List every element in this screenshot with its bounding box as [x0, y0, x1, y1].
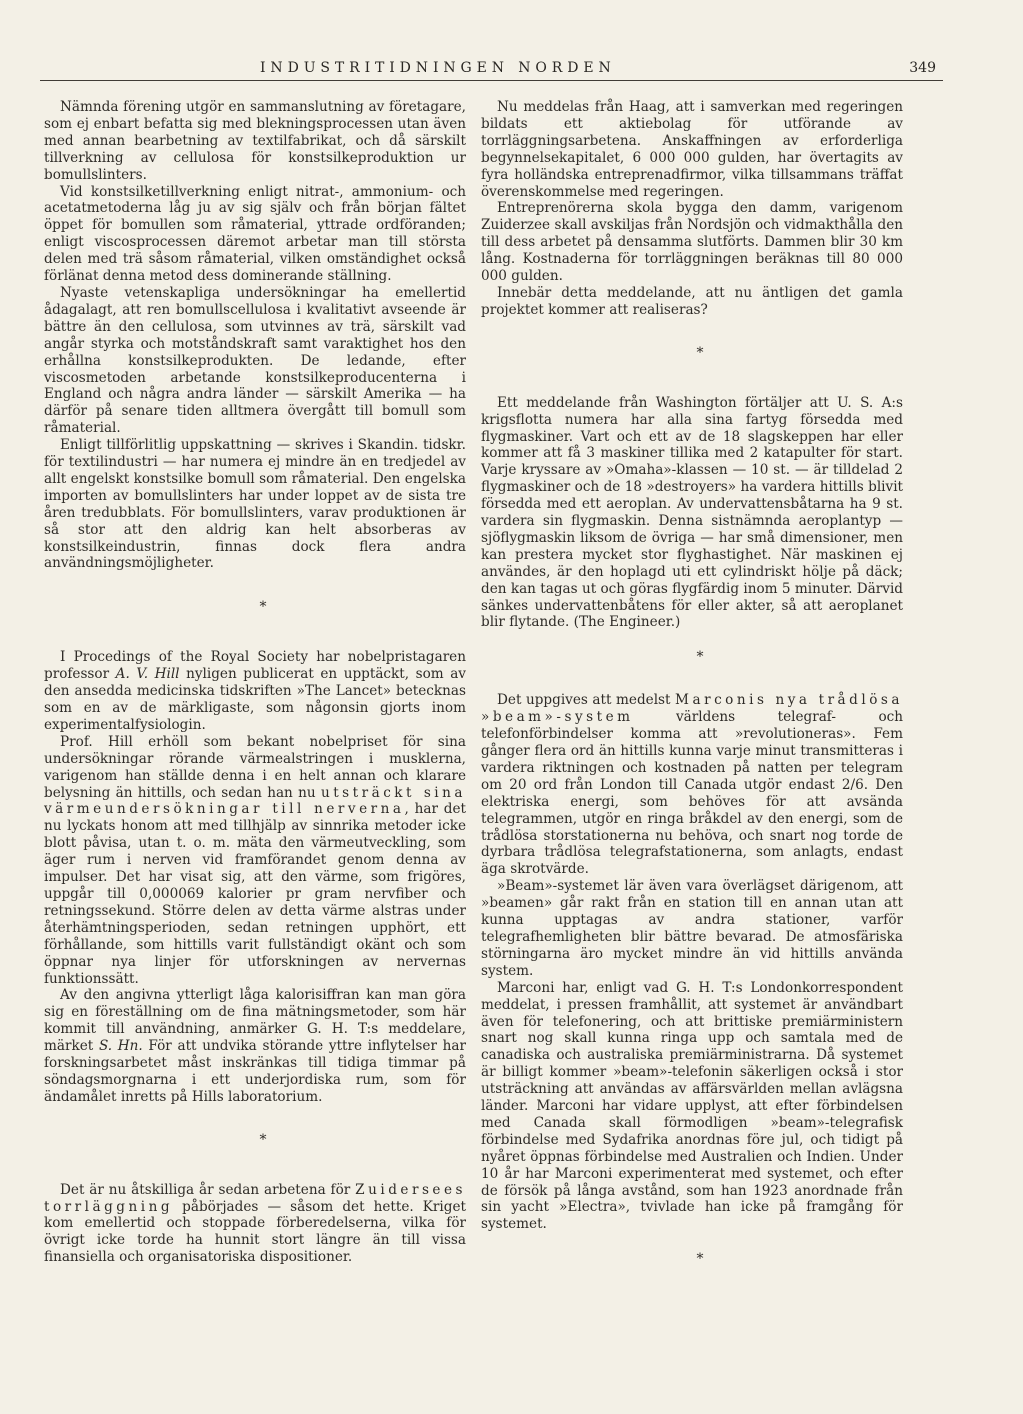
- left-column: [44, 99, 466, 1266]
- article-linters-p2: Vid konstsilketillverkning enligt nitrat-, ammonium- och acetatmetoderna låg ju av sig själv och från början fältet öppet för bomullen som råmaterial, yttrade ordföranden; enligt viscosprocessen däremot arbetar man till största delen med trä såsom råmaterial, vilken omständighet också förlänat denna metod dess dominerande ställning.: [44, 183, 466, 285]
- hill-p2-text-a: Prof. Hill erhöll som bekant nobelpriset för sina undersökningar rörande värmealstringen i musklerna, varigenom han ställde denna i en helt annan och klarare belysning än hittills, och sedan han nu: [44, 733, 466, 801]
- article-marconi-p1: [481, 692, 903, 878]
- hill-p1-text-a: I Procedings of the Royal Society har nobelpristagaren professor: [44, 649, 466, 683]
- article-linters-p3: Nyaste vetenskapliga undersökningar ha emellertid ådagalagt, att ren bomullscellulosa i kvalitativt avseende är bättre än den cellulosa, som utvinnes av trä, särskilt vad angår styrka och motståndskraft samt varaktighet hos den erhållna konstsilkeprodukten. De ledande, efter viscosmetoden arbetande konstsilkeproducenterna i England och några andra länder — särskilt Amerika — ha därför på senare tiden alltmera övergått till bomull som råmaterial.: [44, 284, 466, 437]
- article-marconi-p2: »Beam»-systemet lär även vara överlägset därigenom, att »beamen» går rakt från en station till en annan utan att kunna upptagas av andra stationer, varför telegrafhemligheten blir bättre bevarad. De atmosfäriska störningarna äro mycket mindre än vid hittills använda system.: [481, 878, 903, 979]
- running-header: [40, 58, 940, 80]
- section-separator: *: [696, 1251, 704, 1268]
- article-linters-p1: Nämnda förening utgör en sammanslutning av företagare, som ej enbart befatta sig med blekningsprocessen utan även med annan bearbetning av textilfabrikat, och då särskilt tillverkning av cellulosa för konstsilkeproduktion ur bomullslinters.: [44, 99, 466, 183]
- article-zuiderzee-p4: Innebär detta meddelande, att nu äntligen det gamla projektet kommer att realiseras?: [481, 284, 903, 318]
- hill-p3-text-a: Av den angivna ytterligt låga kalorisiffran kan man göra sig en föreställning om de fina mätningsmetoder, som här kommit till användning, anmärker G. H. T:s meddelare, märket: [44, 987, 466, 1055]
- marc-p1-text-a: Det uppgives att medelst: [497, 692, 676, 709]
- hill-p1-text-b: nyligen publicerat en upptäckt, som av den ansedda medicinska tidskriften »The Lancet» betecknas som en av de märkligaste, som någonsin gjorts inom experimentalfysiologin.: [44, 666, 466, 733]
- author-name: A. V. Hill: [115, 666, 180, 683]
- article-zuiderzee-p2: Nu meddelas från Haag, att i samverkan med regeringen bildats ett aktiebolag för utförande av torrläggningsarbetena. Anskaffningen av erforderliga begynnelsekapitalet, 6 000 000 gulden, har övertagits av fyra holländska entreprenadfirmor, vilka tillsammans träffat överenskommelse med regeringen.: [481, 99, 903, 200]
- article-hill-p3: [44, 987, 466, 1105]
- zuid-text-b: påbörjades — såsom det hette. Kriget kom emellertid och stoppade förberedelserna, vilka för övrigt icke torde ha hunnit stort längre än till vissa finansiella och organisatoriska dispositioner.: [44, 1198, 466, 1266]
- article-zuiderzee-p1: [44, 1182, 466, 1267]
- article-marconi-p3: Marconi har, enligt vad G. H. T:s Londonkorrespondent meddelat, i pressen framhållit, att systemet är användbart även för telefonering, och att brittiske premiärministern snart nog skall kunna ringa upp och samtala med de canadiska och australiska premiärministrarna. Då systemet är billigt kommer »beam»-telefonin säkerligen också i stor utsträckning att användas av affärsvärlden mellan avlägsna länder. Marconi har vidare upplyst, att efter förbindelsen med Canada skall förmodligen »beam»-telegrafisk förbindelse med Sydafrika anordnas före jul, och tidigt på nyåret öppnas förbindelse med Australien och Indien. Under 10 år har Marconi experimenterat med systemet, och efter de försök på långa avstånd, som han 1923 anordnade från sin yacht »Electra», tvivlade han icke på framgång för systemet.: [481, 979, 903, 1233]
- section-separator: *: [696, 649, 704, 666]
- article-linters-p4: Enligt tillförlitlig uppskattning — skrives i Skandin. tidskr. för textilindustri — har numera ej mindre än en tredjedel av allt engelskt konstsilke bomull som råmaterial. Den engelska importen av bomullslinters har under loppet av de sista tre åren tredubblats. För bomullslinters, varav produktionen är så stor att den aldrig kan helt absorberas av konstsilkeindustrin, finnas dock flera andra användningsmöjligheter.: [44, 437, 466, 572]
- journal-title: INDUSTRITIDNINGEN NORDEN: [260, 60, 616, 76]
- section-separator: *: [696, 344, 704, 361]
- section-separator: *: [259, 599, 267, 616]
- spaced-emphasis: Zuidersees torrläggning: [44, 1181, 466, 1215]
- hill-p3-text-b: För att undvika störande yttre inflytelser har forskningsarbetet måst inskränkas till tidiga timmar på söndagsmorgnarna i ett underjordiska rum, som för ändamålet inretts på Hills laboratorium.: [44, 1038, 467, 1105]
- header-rule: [40, 80, 943, 81]
- section-separator: *: [259, 1131, 267, 1148]
- spaced-emphasis: Marconis nya trådlösa »beam»-system: [481, 692, 903, 726]
- signature-mark: S. Hn.: [98, 1038, 143, 1055]
- article-zuiderzee-p3: Entreprenörerna skola bygga den damm, varigenom Zuiderzee skall avskiljas från Nordsjön och vidmakthålla den till dess arbetet på densamma slutförts. Dammen blir 30 km lång. Kostnaderna för torrläggningen beräknas till 80 000 000 gulden.: [481, 200, 903, 285]
- zuid-text-a: Det är nu åtskilliga år sedan arbetena för: [60, 1181, 356, 1198]
- article-washington: Ett meddelande från Washington förtäljer att U. S. A:s krigsflotta numera har alla sina fartyg försedda med flygmaskiner. Vart och ett av de 18 slagskeppen har eller kommer att få 3 maskiner tillika med 2 katapulter för start. Varje kryssare av »Omaha»-klassen — 10 st. — är tilldelad 2 flygmaskiner och de 18 »destroyers» ha vardera hittills blivit försedda med ett aeroplan. Av undervattensbåtarna ha 9 st. vardera sin flygmaskin. Denna sistnämnda aeroplantyp — sjöflygmaskin liksom de övriga — har små dimensioner, men kan prestera mycket stor flyghastighet. När maskinen ej användes, är den hoplagd uti ett cylindriskt hölje på däck; den kan tagas ut och göras flygfärdig inom 5 minuter. Därvid sänkes undervattenbåtens för eller akter, så att aeroplanet blir flytande. (The Engineer.): [481, 394, 903, 631]
- spaced-emphasis: utsträckt sina värmeundersökningar till nerverna: [44, 784, 466, 818]
- article-hill-p1: [44, 649, 466, 734]
- hill-p2-text-b: , har det nu lyckats honom att med tillhjälp av sinnrika metoder icke blott påvisa, utan t. o. m. mäta den värmeutveckling, som äger rum i nerven vid framförandet genom denna av impulser. Det har visat sig, att den värme, som frigöres, uppgår till 0,000069 kalorier pr gram nervfiber och retningssekund. Större delen av detta värme alstras under återhämtningsperioden, sedan retningen upphört, ett förhållande, som hittills varit fullständigt okänt och som öppnar nya linjer för utforskningen av nervernas funktionssätt.: [44, 801, 466, 987]
- page-number: 349: [909, 60, 936, 76]
- right-column: [481, 99, 903, 1268]
- article-hill-p2: [44, 734, 466, 988]
- marc-p1-text-b: världens telegraf- och telefonförbindelser komma att »revolutioneras». Fem gånger flera ord än hittills kunna varje minut transmitteras i vardera riktningen och kostnaden på natten per telegram om 20 ord från London till Canada utgör endast 2/6. Den elektriska energi, som behöves för att avsända telegrammen, utgör en ringa bråkdel av den energi, som de trådlösa storstationerna nu behöva, och snart nog torde de dyrbara trådlösa telegrafstationerna, som anlagts, endast äga skrotvärde.: [481, 709, 903, 878]
